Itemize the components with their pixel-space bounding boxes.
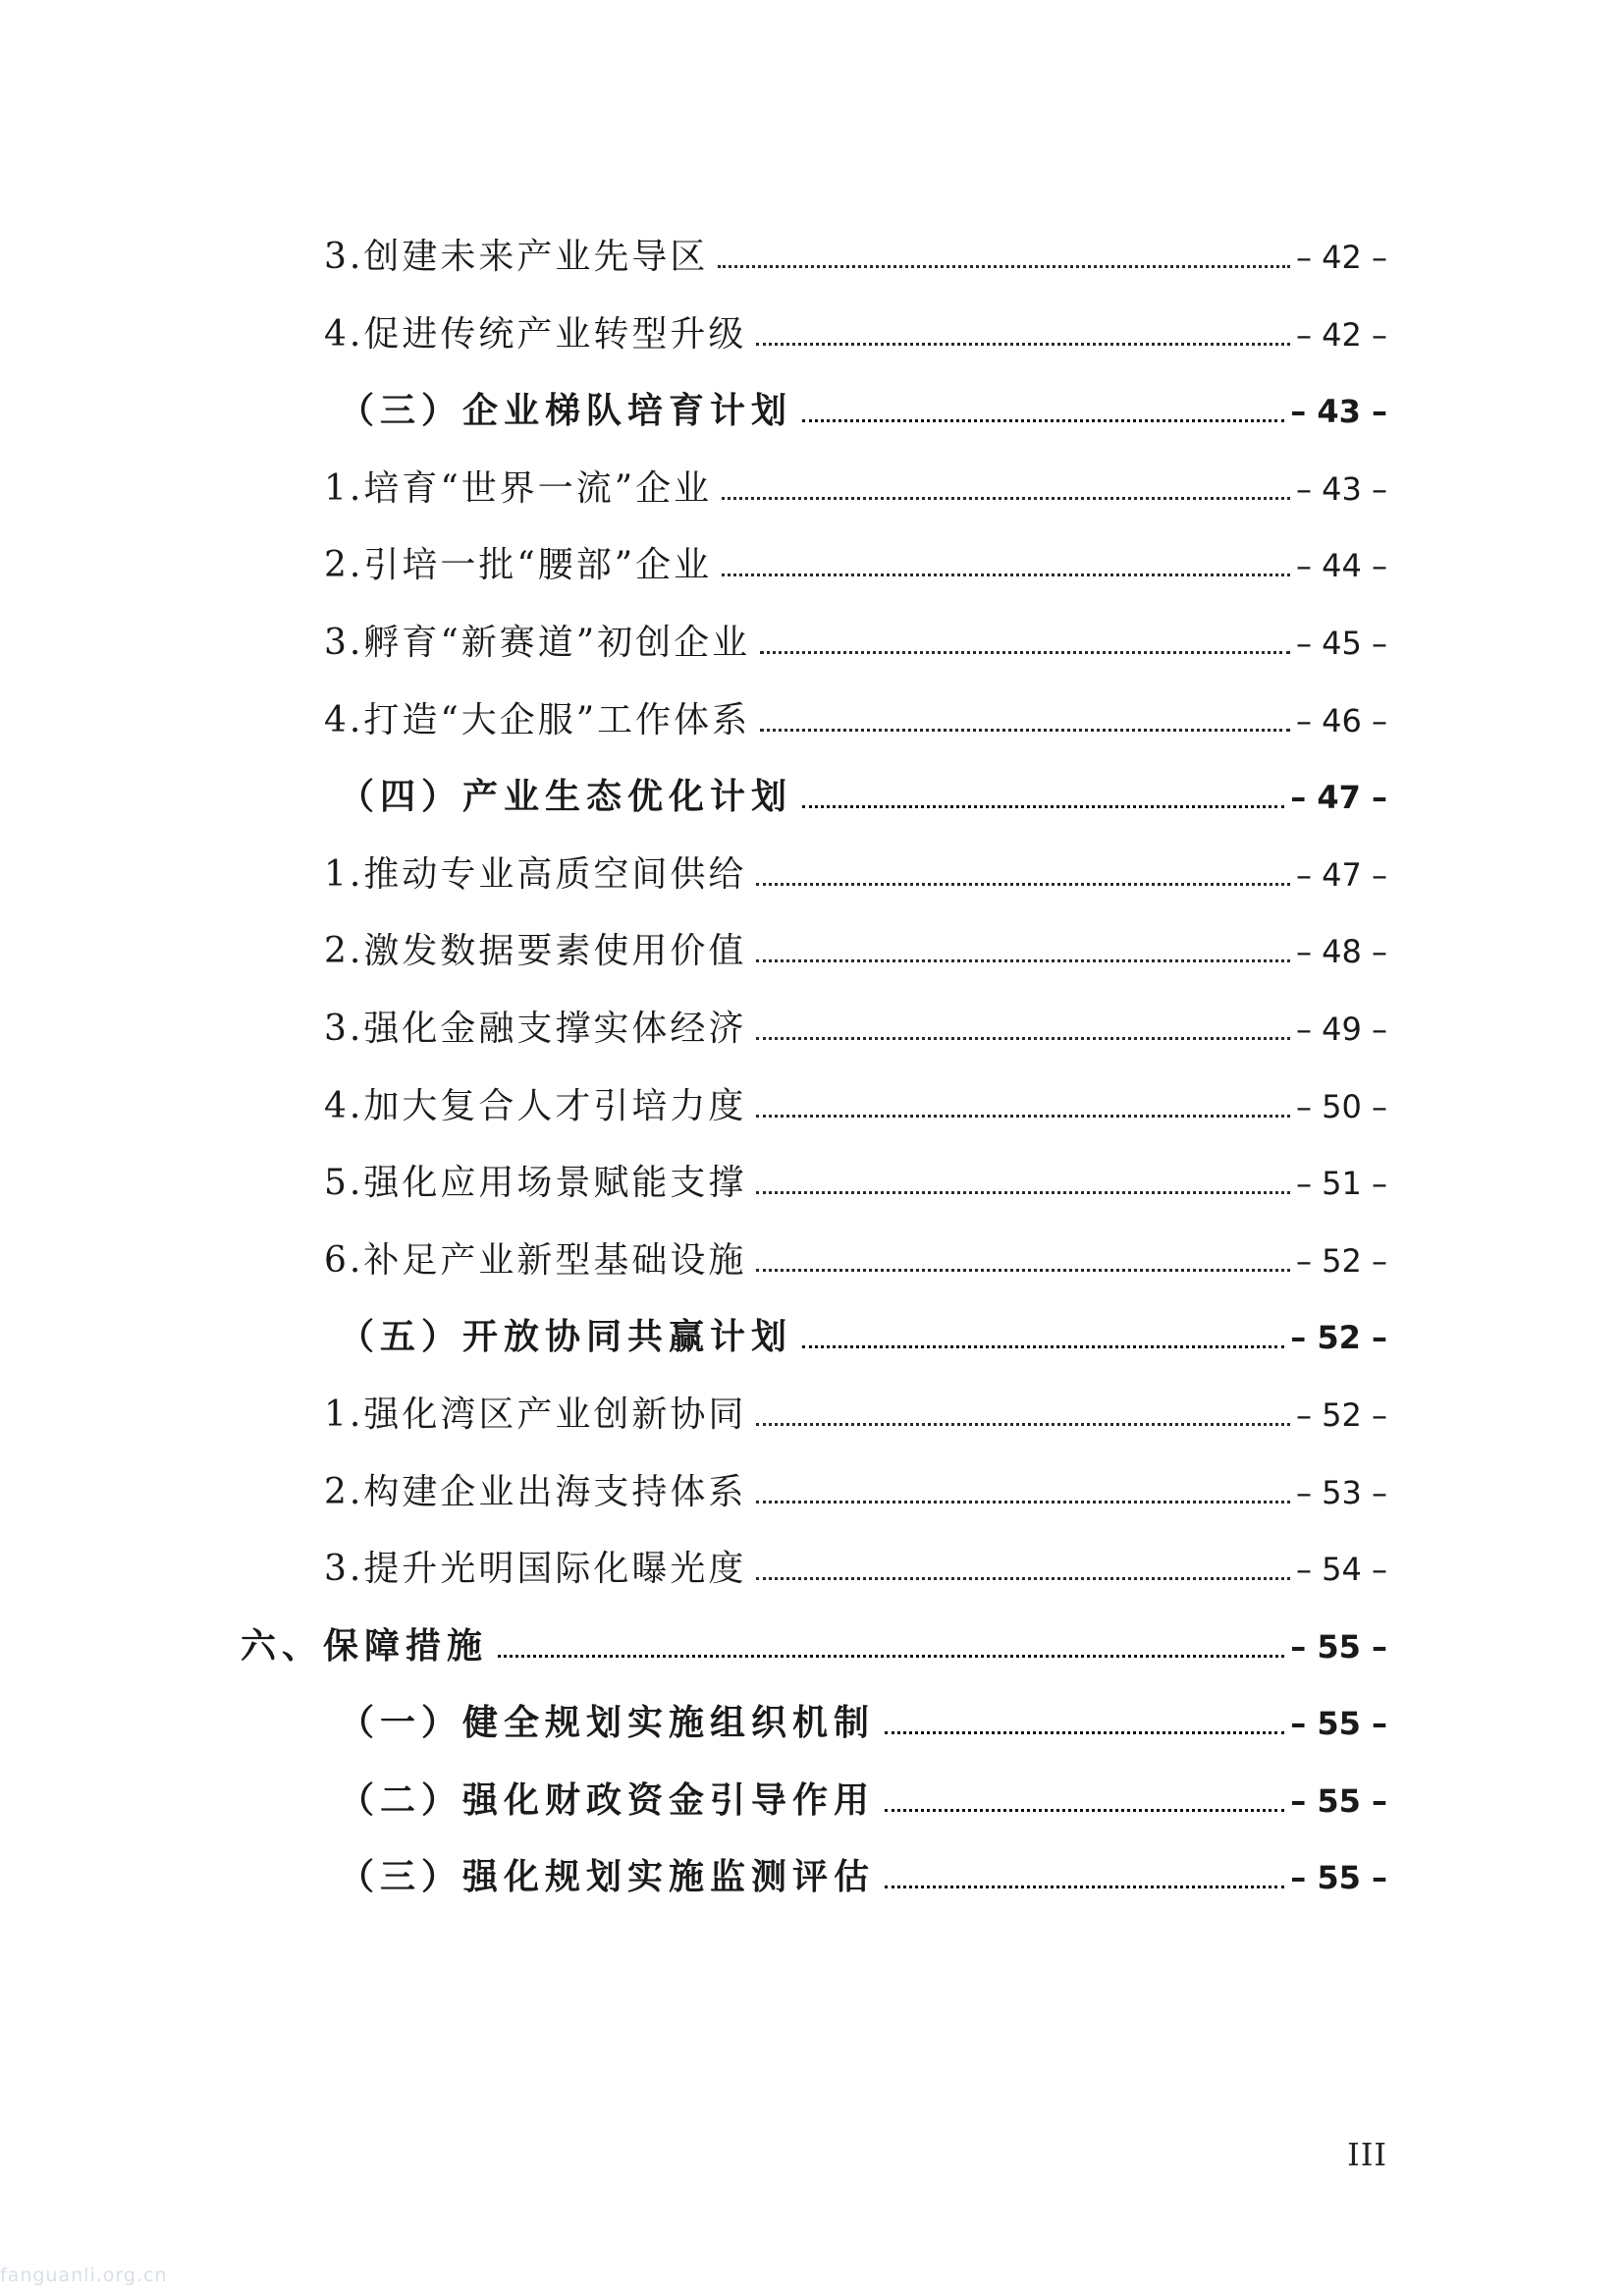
toc-entry-page-number: – 47 – — [1295, 855, 1387, 894]
toc-entry-title: 2.激发数据要素使用价值 — [324, 931, 747, 972]
toc-entry[interactable] — [0, 1067, 1623, 1145]
toc-dot-leader — [722, 497, 1290, 500]
toc-dot-leader — [756, 1037, 1290, 1040]
toc-entry-page-number: – 43 – — [1290, 393, 1387, 431]
toc-entry-title: 4.促进传统产业转型升级 — [324, 313, 747, 355]
toc-entry-title: （一）健全规划实施组织机制 — [339, 1703, 876, 1744]
toc-dot-leader — [756, 1501, 1290, 1503]
toc-entry-page-number: – 55 – — [1290, 1705, 1387, 1743]
toc-dot-leader — [756, 1423, 1290, 1426]
toc-entry-page-number: – 52 – — [1295, 1395, 1387, 1434]
watermark: fanguanli.org.cn — [0, 2265, 168, 2286]
toc-dot-leader — [756, 1115, 1290, 1118]
toc-entry-title: 2.构建企业出海支持体系 — [324, 1471, 747, 1512]
toc-entry-page-number: – 55 – — [1290, 1781, 1387, 1820]
toc-entry-title: 6.补足产业新型基础设施 — [324, 1239, 747, 1281]
toc-entry-page-number: – 46 – — [1295, 701, 1387, 739]
toc-dot-leader — [760, 729, 1290, 732]
toc-entry-title: 3.创建未来产业先导区 — [324, 237, 709, 277]
toc-dot-leader — [885, 1731, 1284, 1734]
toc-dot-leader — [722, 574, 1290, 576]
toc-entry-title: 4.加大复合人才引培力度 — [324, 1085, 747, 1126]
toc-entry-title: （二）强化财政资金引导作用 — [339, 1779, 876, 1821]
toc-entry-title: 4.打造“大企服”工作体系 — [324, 699, 751, 740]
toc-entry[interactable] — [0, 372, 1623, 450]
toc-dot-leader — [802, 805, 1284, 808]
toc-dot-leader — [756, 1269, 1290, 1272]
toc-entry-page-number: – 51 – — [1295, 1165, 1387, 1203]
toc-dot-leader — [756, 1577, 1290, 1580]
toc-entry[interactable] — [0, 218, 1623, 296]
toc-dot-leader — [756, 343, 1290, 346]
toc-entry[interactable] — [0, 604, 1623, 682]
toc-entry-page-number: – 55 – — [1290, 1627, 1387, 1666]
toc-entry-title: 3.强化金融支撑实体经济 — [324, 1008, 747, 1049]
toc-dot-leader — [718, 265, 1290, 268]
toc-entry[interactable] — [0, 1838, 1623, 1916]
toc-dot-leader — [756, 959, 1290, 962]
toc-entry-title: 3.提升光明国际化曝光度 — [324, 1549, 747, 1590]
toc-entry-title: 1.强化湾区产业创新协同 — [324, 1394, 747, 1435]
toc-entry-title: （三）强化规划实施监测评估 — [339, 1857, 876, 1898]
toc-dot-leader — [885, 1886, 1284, 1888]
toc-entry-title: 1.培育“世界一流”企业 — [324, 467, 713, 509]
toc-entry[interactable] — [0, 1762, 1623, 1839]
toc-entry[interactable] — [0, 912, 1623, 990]
toc-entry[interactable] — [0, 1608, 1623, 1685]
toc-entry-page-number: – 53 – — [1295, 1473, 1387, 1511]
toc-entry-page-number: – 52 – — [1290, 1319, 1387, 1357]
toc-entry-page-number: – 47 – — [1290, 779, 1387, 817]
toc-entry[interactable] — [0, 296, 1623, 373]
toc-entry[interactable] — [0, 990, 1623, 1067]
table-of-contents — [0, 218, 1623, 1916]
toc-entry-title: 3.孵育“新赛道”初创企业 — [324, 622, 751, 663]
toc-entry-page-number: – 42 – — [1295, 239, 1387, 276]
toc-dot-leader — [756, 1191, 1290, 1194]
toc-entry-page-number: – 44 – — [1295, 547, 1387, 585]
toc-entry-page-number: – 45 – — [1295, 624, 1387, 662]
toc-entry-title: （五）开放协同共赢计划 — [339, 1317, 793, 1358]
toc-entry[interactable] — [0, 1222, 1623, 1299]
toc-entry-page-number: – 55 – — [1290, 1859, 1387, 1897]
toc-dot-leader — [756, 883, 1290, 886]
toc-entry[interactable] — [0, 526, 1623, 604]
toc-entry[interactable] — [0, 1376, 1623, 1453]
toc-entry-page-number: – 43 – — [1295, 469, 1387, 508]
toc-entry-page-number: – 48 – — [1295, 933, 1387, 971]
page-number: III — [1347, 2136, 1387, 2173]
toc-dot-leader — [802, 1345, 1284, 1348]
toc-entry-title: （四）产业生态优化计划 — [339, 777, 793, 818]
toc-dot-leader — [885, 1809, 1284, 1812]
toc-entry-page-number: – 49 – — [1295, 1010, 1387, 1048]
toc-entry-title: 5.强化应用场景赋能支撑 — [324, 1163, 747, 1204]
toc-entry-title: 2.引培一批“腰部”企业 — [324, 545, 713, 586]
toc-entry[interactable] — [0, 1144, 1623, 1222]
toc-entry[interactable] — [0, 1453, 1623, 1531]
toc-entry[interactable] — [0, 1684, 1623, 1762]
toc-dot-leader — [760, 651, 1290, 654]
toc-dot-leader — [802, 419, 1284, 422]
toc-entry-page-number: – 50 – — [1295, 1087, 1387, 1125]
toc-entry-title: 六、保障措施 — [241, 1625, 489, 1667]
toc-entry[interactable] — [0, 1530, 1623, 1608]
toc-entry[interactable] — [0, 682, 1623, 759]
toc-entry-title: （三）企业梯队培育计划 — [339, 391, 793, 432]
toc-entry[interactable] — [0, 836, 1623, 913]
toc-entry-page-number: – 42 – — [1295, 315, 1387, 354]
toc-entry-title: 1.推动专业高质空间供给 — [324, 853, 747, 895]
toc-entry-page-number: – 52 – — [1295, 1241, 1387, 1280]
toc-dot-leader — [498, 1655, 1284, 1658]
toc-entry[interactable] — [0, 1298, 1623, 1376]
toc-entry[interactable] — [0, 758, 1623, 836]
toc-entry-page-number: – 54 – — [1295, 1551, 1387, 1589]
toc-entry[interactable] — [0, 450, 1623, 527]
